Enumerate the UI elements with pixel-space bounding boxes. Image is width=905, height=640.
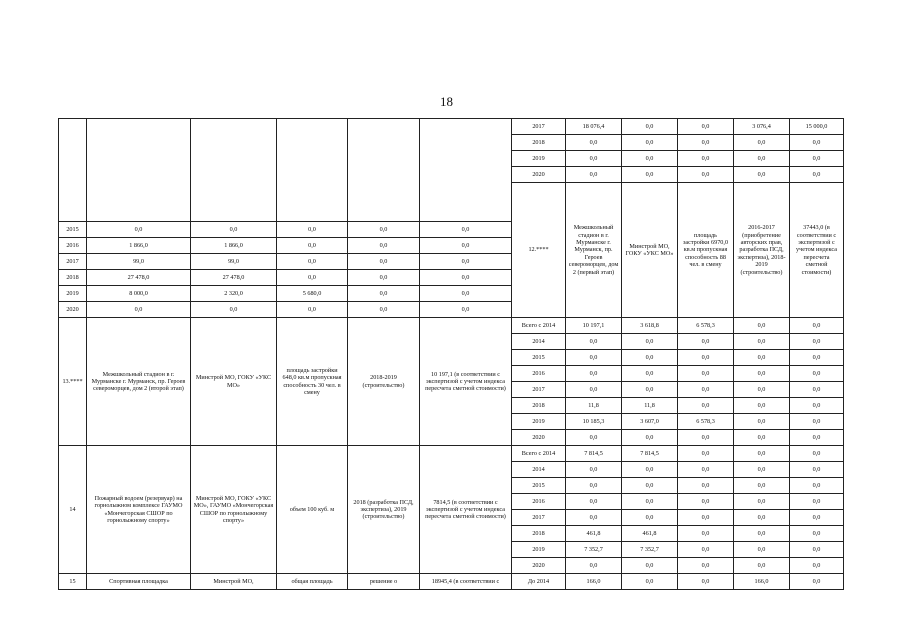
table-cell: 10 185,3	[566, 414, 622, 430]
table-cell: 2020	[512, 430, 566, 446]
table-cell: 2020	[512, 558, 566, 574]
budget-table	[58, 118, 844, 590]
table-cell: 2020	[59, 302, 87, 318]
table-row	[59, 446, 844, 462]
table-cell: 0,0	[566, 510, 622, 526]
table-cell: Минстрой МО, ГОКУ «УКС МО»	[622, 183, 678, 318]
table-cell: 0,0	[622, 151, 678, 167]
table-cell: 0,0	[566, 167, 622, 183]
table-cell: 3 076,4	[734, 119, 790, 135]
table-cell: 37443,0 (в соответствии с экспертизой с учетом индекса пересчета сметной стоимости)	[790, 183, 844, 318]
table-cell: 166,0	[734, 574, 790, 590]
table-cell: 0,0	[622, 510, 678, 526]
table-cell: 8 000,0	[87, 286, 191, 302]
table-cell	[59, 119, 87, 222]
table-cell: 0,0	[734, 382, 790, 398]
table-cell: 2016	[512, 366, 566, 382]
table-cell: 0,0	[734, 167, 790, 183]
table-cell: 11,8	[622, 398, 678, 414]
table-cell: 0,0	[566, 151, 622, 167]
table-cell: 0,0	[790, 510, 844, 526]
table-cell: 0,0	[790, 542, 844, 558]
table-cell: 0,0	[348, 270, 420, 286]
table-cell: 27 478,0	[191, 270, 277, 286]
table-cell: Пожарный водоем (резервуар) на горнолыжном комплексе ГАУМО «Мончегорская СШОР по горнолыжному спорту»	[87, 446, 191, 574]
table-cell: 0,0	[734, 558, 790, 574]
table-cell: 6 578,3	[678, 318, 734, 334]
budget-table-body	[59, 119, 844, 590]
table-cell: 2 320,0	[191, 286, 277, 302]
table-cell: 0,0	[348, 254, 420, 270]
table-cell: Межшкольный стадион в г. Мурманске г. Мурманск, пр. Героев североморцев, дом 2 (первый этап)	[566, 183, 622, 318]
table-cell: 18 076,4	[566, 119, 622, 135]
table-cell: 0,0	[790, 318, 844, 334]
table-cell: 2019	[59, 286, 87, 302]
table-cell: 2017	[59, 254, 87, 270]
table-cell: 2015	[512, 350, 566, 366]
table-cell: 0,0	[622, 478, 678, 494]
table-cell: 2018 (разработка ПСД, экспертиза), 2019 (строительство)	[348, 446, 420, 574]
table-cell: 0,0	[790, 366, 844, 382]
table-cell: 0,0	[734, 318, 790, 334]
table-cell: 0,0	[790, 462, 844, 478]
table-cell: 0,0	[420, 286, 512, 302]
table-cell: 0,0	[678, 510, 734, 526]
table-cell: 0,0	[678, 526, 734, 542]
table-cell: 0,0	[277, 222, 348, 238]
table-cell: 461,8	[566, 526, 622, 542]
table-cell: 2018	[59, 270, 87, 286]
table-cell: 0,0	[734, 350, 790, 366]
table-cell: 0,0	[734, 135, 790, 151]
table-cell	[277, 119, 348, 222]
table-cell: 2014	[512, 462, 566, 478]
table-cell: 6 578,3	[678, 414, 734, 430]
table-cell: 0,0	[566, 478, 622, 494]
table-cell: 0,0	[566, 350, 622, 366]
table-cell: 2018	[512, 526, 566, 542]
table-cell: 10 197,1	[566, 318, 622, 334]
table-cell: 0,0	[420, 270, 512, 286]
table-cell: 0,0	[678, 542, 734, 558]
table-cell: 0,0	[348, 238, 420, 254]
table-cell: 0,0	[790, 151, 844, 167]
table-cell: 0,0	[348, 222, 420, 238]
table-cell: 2017	[512, 382, 566, 398]
table-cell: 0,0	[790, 558, 844, 574]
table-cell: 0,0	[734, 542, 790, 558]
table-cell: 0,0	[678, 478, 734, 494]
table-cell: 0,0	[678, 446, 734, 462]
table-cell: 0,0	[678, 366, 734, 382]
table-cell: 0,0	[734, 526, 790, 542]
table-cell: 0,0	[734, 446, 790, 462]
table-cell: 0,0	[790, 574, 844, 590]
table-cell: 0,0	[790, 350, 844, 366]
table-cell: 0,0	[191, 302, 277, 318]
table-cell: Всего с 2014	[512, 446, 566, 462]
table-cell: 0,0	[191, 222, 277, 238]
table-cell: Спортивная площадка	[87, 574, 191, 590]
table-cell: 15	[59, 574, 87, 590]
table-cell: 0,0	[790, 414, 844, 430]
table-cell: 0,0	[678, 135, 734, 151]
table-cell: 0,0	[348, 302, 420, 318]
table-cell: 0,0	[790, 135, 844, 151]
table-cell: 0,0	[678, 167, 734, 183]
table-cell: 0,0	[790, 494, 844, 510]
table-cell: 2017	[512, 119, 566, 135]
table-cell: 461,8	[622, 526, 678, 542]
table-cell: 2020	[512, 167, 566, 183]
table-cell: 12.****	[512, 183, 566, 318]
table-cell: 0,0	[790, 382, 844, 398]
table-cell: объем 100 куб. м	[277, 446, 348, 574]
table-cell: 0,0	[277, 238, 348, 254]
table-cell: 0,0	[277, 270, 348, 286]
table-cell: 0,0	[622, 462, 678, 478]
table-cell: Межшкольный стадион в г. Мурманске г. Мурманск, пр. Героев североморцев, дом 2 (второй этап)	[87, 318, 191, 446]
table-cell: 0,0	[678, 574, 734, 590]
table-cell: До 2014	[512, 574, 566, 590]
table-cell: Минстрой МО, ГОКУ «УКС МО», ГАУМО «Мончегорская СШОР по горнолыжному спорту»	[191, 446, 277, 574]
table-cell: 2014	[512, 334, 566, 350]
table-cell: 2016-2017 (приобретение авторских прав, разработка ПСД, экспертиза), 2018-2019 (строительство)	[734, 183, 790, 318]
table-cell: 0,0	[622, 558, 678, 574]
table-cell: 0,0	[790, 334, 844, 350]
table-cell: 2018	[512, 398, 566, 414]
table-cell: 0,0	[622, 350, 678, 366]
table-cell: 0,0	[566, 135, 622, 151]
table-cell: 0,0	[622, 574, 678, 590]
table-cell: 7 352,7	[622, 542, 678, 558]
table-cell: 7 352,7	[566, 542, 622, 558]
table-cell: 7 814,5	[566, 446, 622, 462]
table-cell: 0,0	[678, 558, 734, 574]
table-cell: 0,0	[678, 382, 734, 398]
table-cell: 0,0	[566, 462, 622, 478]
table-cell: 0,0	[790, 167, 844, 183]
table-cell: 7814,5 (в соответствии с экспертизой с учетом индекса пересчета сметной стоимости)	[420, 446, 512, 574]
table-cell: площадь застройки 6970,0 кв.м пропускная способность 88 чел. в смену	[678, 183, 734, 318]
table-cell: 0,0	[790, 478, 844, 494]
table-cell: 0,0	[566, 334, 622, 350]
table-cell: 0,0	[678, 151, 734, 167]
table-cell: 0,0	[678, 494, 734, 510]
table-cell: 0,0	[622, 119, 678, 135]
table-cell: 0,0	[790, 446, 844, 462]
table-cell: 0,0	[622, 366, 678, 382]
table-cell: 99,0	[87, 254, 191, 270]
table-cell: общая площадь	[277, 574, 348, 590]
table-cell: 2019	[512, 414, 566, 430]
table-cell: 3 607,0	[622, 414, 678, 430]
table-cell: 0,0	[734, 494, 790, 510]
table-cell: 0,0	[420, 238, 512, 254]
table-cell: 0,0	[734, 334, 790, 350]
table-cell: 2016	[512, 494, 566, 510]
table-cell: 0,0	[734, 151, 790, 167]
table-cell: 0,0	[87, 222, 191, 238]
page-number: 18	[440, 94, 453, 109]
table-cell: 0,0	[622, 430, 678, 446]
table-cell: 27 478,0	[87, 270, 191, 286]
table-cell: 2018-2019 (строительство)	[348, 318, 420, 446]
table-cell: Минстрой МО, ГОКУ «УКС МО»	[191, 318, 277, 446]
table-cell: 0,0	[622, 382, 678, 398]
table-cell: 0,0	[734, 430, 790, 446]
table-cell: 13.****	[59, 318, 87, 446]
table-cell: 10 197,1 (в соответствии с экспертизой с учетом индекса пересчета сметной стоимости)	[420, 318, 512, 446]
table-cell: 0,0	[348, 286, 420, 302]
table-cell: 2019	[512, 542, 566, 558]
table-cell: 0,0	[678, 462, 734, 478]
table-cell: 0,0	[734, 414, 790, 430]
table-cell: 15 000,0	[790, 119, 844, 135]
table-cell: 0,0	[678, 430, 734, 446]
table-cell: 2016	[59, 238, 87, 254]
table-cell: 2019	[512, 151, 566, 167]
table-cell: 0,0	[420, 302, 512, 318]
table-cell: 3 618,8	[622, 318, 678, 334]
table-row	[59, 318, 844, 334]
table-cell: 0,0	[277, 302, 348, 318]
table-cell: 0,0	[790, 526, 844, 542]
table-cell: 14	[59, 446, 87, 574]
table-cell: 7 814,5	[622, 446, 678, 462]
table-cell: 0,0	[790, 398, 844, 414]
table-cell: 99,0	[191, 254, 277, 270]
table-cell: 5 680,0	[277, 286, 348, 302]
table-cell: 0,0	[622, 494, 678, 510]
table-cell	[348, 119, 420, 222]
table-cell: 18945,4 (в соответствии с	[420, 574, 512, 590]
table-cell: 1 866,0	[87, 238, 191, 254]
table-cell: 0,0	[734, 478, 790, 494]
table-cell: 0,0	[734, 510, 790, 526]
table-cell: 0,0	[678, 334, 734, 350]
table-cell: 2015	[59, 222, 87, 238]
table-cell: 2018	[512, 135, 566, 151]
table-cell: 0,0	[420, 254, 512, 270]
table-cell: 0,0	[566, 382, 622, 398]
table-cell: 0,0	[277, 254, 348, 270]
table-cell: 0,0	[678, 350, 734, 366]
table-cell: 0,0	[678, 119, 734, 135]
table-cell: 0,0	[566, 366, 622, 382]
table-cell: 0,0	[622, 334, 678, 350]
table-cell: 166,0	[566, 574, 622, 590]
table-cell: 11,8	[566, 398, 622, 414]
table-cell: 2015	[512, 478, 566, 494]
table-cell: 0,0	[622, 135, 678, 151]
table-cell: Минстрой МО,	[191, 574, 277, 590]
table-cell: 0,0	[734, 366, 790, 382]
table-cell: 2017	[512, 510, 566, 526]
table-cell: 0,0	[566, 558, 622, 574]
table-cell: 0,0	[566, 430, 622, 446]
table-cell	[87, 119, 191, 222]
table-cell: площадь застройки 648,0 кв.м пропускная способность 30 чел. в смену	[277, 318, 348, 446]
table-cell	[420, 119, 512, 222]
table-cell: 0,0	[734, 398, 790, 414]
table-row	[59, 574, 844, 590]
table-cell: 0,0	[678, 398, 734, 414]
table-cell: 0,0	[790, 430, 844, 446]
table-row	[59, 119, 844, 135]
table-cell	[191, 119, 277, 222]
table-cell: 0,0	[734, 462, 790, 478]
table-cell: 0,0	[420, 222, 512, 238]
table-cell: 1 866,0	[191, 238, 277, 254]
table-cell: Всего с 2014	[512, 318, 566, 334]
table-cell: решение о	[348, 574, 420, 590]
table-cell: 0,0	[622, 167, 678, 183]
table-cell: 0,0	[566, 494, 622, 510]
table-cell: 0,0	[87, 302, 191, 318]
